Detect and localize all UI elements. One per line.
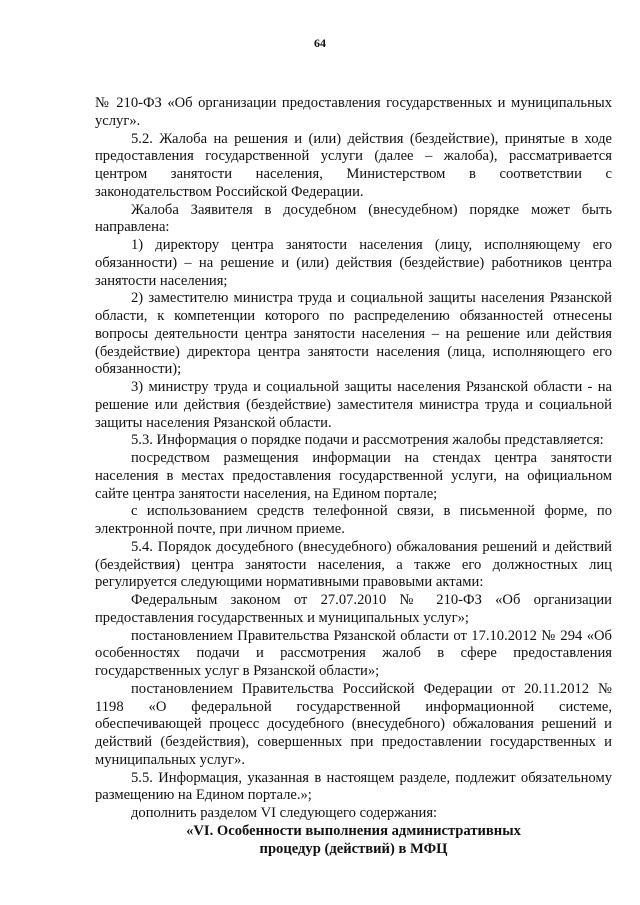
document-body	[95, 95, 612, 858]
paragraph-complaint-intro: Жалоба Заявителя в досудебном (внесудебном) порядке может быть направлена:	[95, 201, 612, 236]
paragraph-5-2: 5.2. Жалоба на решения и (или) действия (бездействие), принятые в ходе предоставления государственной услуги (далее – жалоба), рассматривается центром занятости населения, Министерством в соответствии с законодательством Российской Федерации.	[95, 130, 612, 200]
paragraph-stands: посредством размещения информации на стендах центра занятости населения в местах предоставления государственной услуги, на официальном сайте центра занятости населения, на Едином портале;	[95, 450, 612, 502]
section-heading-line-2: процедур (действий) в МФЦ	[259, 840, 448, 857]
section-heading-line-1: «VI. Особенности выполнения административных	[186, 822, 521, 839]
paragraph-ryazan-resolution: постановлением Правительства Рязанской области от 17.10.2012 № 294 «Об особенностях подачи и рассмотрения жалоб в сфере предоставления государственных услуг в Рязанской области»;	[95, 627, 612, 679]
paragraph-law-ref: № 210-ФЗ «Об организации предоставления государственных и муниципальных услуг».	[95, 95, 612, 129]
paragraph-5-5: 5.5. Информация, указанная в настоящем разделе, подлежит обязательному размещению на Едином портале.»;	[95, 769, 612, 804]
paragraph-item-2: 2) заместителю министра труда и социальной защиты населения Рязанской области, к компетенции которого по распределению обязанностей отнесены вопросы деятельности центра занятости населения – на решение или действия (бездействие) директора центра занятости населения (лица, исполняющего его обязанности);	[95, 290, 612, 378]
paragraph-federal-law: Федеральным законом от 27.07.2010 № 210-ФЗ «Об организации предоставления государственных и муниципальных услуг»;	[95, 592, 612, 626]
paragraph-add-section: дополнить разделом VI следующего содержания:	[131, 805, 438, 821]
paragraph-5-4: 5.4. Порядок досудебного (внесудебного) обжалования решений и действий (бездействия) центра занятости населения, а также его должностных лиц регулируется следующими нормативными правовыми актами:	[95, 538, 612, 591]
paragraph-item-3: 3) министру труда и социальной защиты населения Рязанской области - на решение или действия (бездействие) заместителя министра труда и социальной защиты населения Рязанской области.	[95, 379, 612, 431]
paragraph-item-1: 1) директору центра занятости населения (лицу, исполняющему его обязанности) – на решение и (или) действия (бездействие) работников центра занятости населения;	[95, 237, 612, 289]
paragraph-phone: с использованием средств телефонной связи, в письменной форме, по электронной почте, при личном приеме.	[95, 503, 612, 537]
page-number: 64	[314, 36, 326, 50]
paragraph-5-3: 5.3. Информация о порядке подачи и рассмотрения жалобы представляется:	[131, 432, 604, 449]
paragraph-rf-resolution: постановлением Правительства Российской Федерации от 20.11.2012 № 1198 «О федеральной государственной информационной системе, обеспечивающей процесс досудебного (внесудебного) обжалования решений и действий (бездействия), совершенных при предоставлении государственных и муниципальных услуг».	[95, 680, 612, 768]
